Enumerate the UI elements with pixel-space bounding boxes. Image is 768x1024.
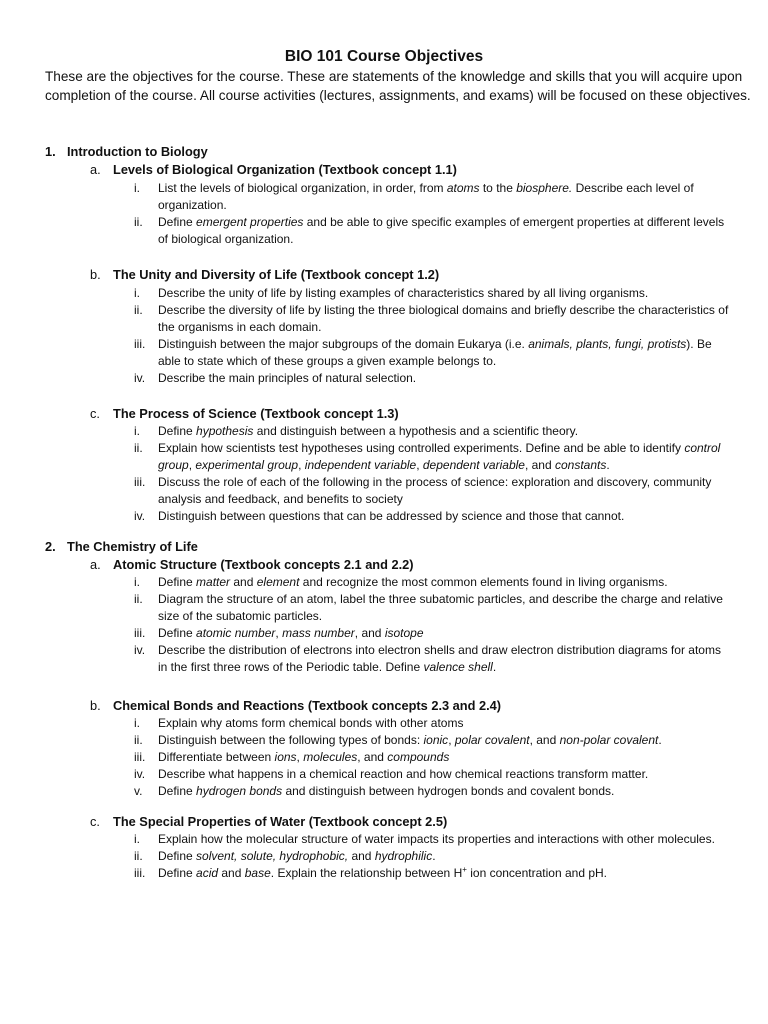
objective-text: Describe the unity of life by listing examples of characteristics shared by all living organisms.: [158, 286, 649, 300]
section-title: The Chemistry of Life: [67, 539, 198, 554]
objective-text: Explain how the molecular structure of water impacts its properties and interactions with other molecules.: [158, 832, 715, 846]
objective-item: [112, 865, 732, 882]
objective-text: List the levels of biological organization, in order, from atoms to the biosphere. Describe each level of organization.: [158, 181, 694, 213]
intro-paragraph: These are the objectives for the course. These are statements of the knowledge and skills that you will acquire upon completion of the course. All course activities (lectures, assignments, and exams) will be focused on these objectives.: [45, 69, 751, 104]
objective-item: [112, 440, 732, 474]
objective-number: iii.: [134, 475, 146, 490]
objective-list: [112, 574, 732, 677]
subsection-heading: [90, 556, 414, 573]
objective-number: iii.: [134, 750, 146, 765]
objective-item: [112, 336, 732, 370]
objective-text: Distinguish between the following types of bonds: ionic, polar covalent, and non-polar covalent.: [158, 733, 662, 748]
objective-item: [112, 423, 732, 440]
objective-item: [112, 625, 732, 642]
objective-text: Distinguish between questions that can be addressed by science and those that cannot.: [158, 509, 625, 524]
subsection-title: The Special Properties of Water (Textbook concept 2.5): [113, 814, 448, 829]
objective-item: [112, 474, 732, 508]
objective-item: [112, 574, 732, 591]
objective-text: Describe what happens in a chemical reaction and how chemical reactions transform matter.: [158, 767, 649, 782]
objective-number: i.: [134, 575, 140, 589]
objective-text: Define matter and element and recognize the most common elements found in living organisms.: [158, 575, 668, 589]
objective-item: [112, 766, 732, 783]
objective-list: [112, 423, 732, 526]
subsection-letter: b.: [90, 698, 101, 713]
section-title: Introduction to Biology: [67, 144, 208, 159]
objective-item: [112, 642, 732, 676]
objective-item: [112, 370, 732, 387]
subsection-title: The Unity and Diversity of Life (Textbook concept 1.2): [113, 267, 440, 282]
objective-item: [112, 591, 732, 625]
subsection-letter: c.: [90, 814, 100, 829]
objective-text: Distinguish between the major subgroups of the domain Eukarya (i.e. animals, plants, fungi, protists). Be able to state which of these groups a given example belongs to.: [158, 337, 712, 369]
subsection-letter: b.: [90, 267, 101, 282]
objective-number: iii.: [134, 626, 146, 641]
objective-text: Describe the diversity of life by listing the three biological domains and briefly describe the characteristics of the organisms in each domain.: [158, 303, 729, 335]
subsection-heading: [90, 405, 399, 422]
objective-item: [112, 749, 732, 766]
subsection-title: Atomic Structure (Textbook concepts 2.1 and 2.2): [113, 557, 414, 572]
objective-text: Define acid and base. Explain the relationship between H+ ion concentration and pH.: [158, 865, 607, 881]
subsection-letter: a.: [90, 162, 101, 177]
objective-item: [112, 285, 732, 302]
section-heading: [45, 143, 208, 160]
objective-number: i.: [134, 716, 140, 730]
subsection-letter: a.: [90, 557, 101, 572]
section-number: 2.: [45, 539, 56, 554]
objective-text: Define emergent properties and be able to give specific examples of emergent properties at different levels of biological organization.: [158, 215, 725, 247]
objective-number: iv.: [134, 509, 146, 524]
objective-number: i.: [134, 181, 140, 195]
objective-item: [112, 848, 732, 865]
objective-number: ii.: [134, 215, 143, 230]
page-title: BIO 101 Course Objectives: [284, 48, 484, 65]
objective-text: Describe the distribution of electrons into electron shells and draw electron distribution diagrams for atoms in the first three rows of the Periodic table. Define valence shell.: [158, 643, 721, 675]
objective-item: [112, 302, 732, 336]
objective-item: [112, 831, 732, 848]
objective-number: ii.: [134, 849, 143, 864]
objective-list: [112, 831, 732, 882]
objective-number: i.: [134, 832, 140, 846]
objective-text: Define hypothesis and distinguish between a hypothesis and a scientific theory.: [158, 424, 579, 438]
objective-text: Diagram the structure of an atom, label the three subatomic particles, and describe the charge and relative size of the subatomic particles.: [158, 592, 723, 624]
objective-list: [112, 715, 732, 800]
objective-text: Define atomic number, mass number, and isotope: [158, 626, 424, 641]
objective-number: ii.: [134, 592, 143, 607]
subsection-heading: [90, 697, 501, 714]
objective-text: Define hydrogen bonds and distinguish between hydrogen bonds and covalent bonds.: [158, 784, 615, 799]
objective-number: iii.: [134, 337, 146, 352]
objective-text: Define solvent, solute, hydrophobic, and hydrophilic.: [158, 849, 436, 864]
objective-item: [112, 214, 732, 248]
subsection-letter: c.: [90, 406, 100, 421]
objective-number: iii.: [134, 866, 146, 881]
objective-item: [112, 783, 732, 800]
subsection-heading: [90, 266, 439, 283]
objective-item: [112, 180, 732, 214]
objective-text: Describe the main principles of natural selection.: [158, 371, 417, 386]
subsection-title: The Process of Science (Textbook concept 1.3): [113, 406, 399, 421]
objective-number: ii.: [134, 733, 143, 748]
objective-item: [112, 732, 732, 749]
subsection-heading: [90, 161, 457, 178]
objective-number: ii.: [134, 303, 143, 318]
section-heading: [45, 538, 198, 555]
subsection-title: Chemical Bonds and Reactions (Textbook concepts 2.3 and 2.4): [113, 698, 502, 713]
objective-list: [112, 180, 732, 248]
objective-item: [112, 508, 732, 525]
objective-text: Discuss the role of each of the following in the process of science: exploration and discovery, community analysis and feedback, and benefits to society: [158, 475, 712, 507]
objective-number: iv.: [134, 643, 146, 658]
objective-number: ii.: [134, 441, 143, 456]
objective-number: i.: [134, 286, 140, 300]
objective-text: Explain why atoms form chemical bonds with other atoms: [158, 716, 464, 730]
objective-text: Explain how scientists test hypotheses using controlled experiments. Define and be able to identify control group, experimental group, independent variable, dependent variable, and constants.: [158, 441, 721, 473]
subsection-title: Levels of Biological Organization (Textbook concept 1.1): [113, 162, 457, 177]
objective-number: v.: [134, 784, 143, 799]
objective-number: i.: [134, 424, 140, 438]
objective-text: Differentiate between ions, molecules, and compounds: [158, 750, 450, 765]
subsection-heading: [90, 813, 447, 830]
objective-item: [112, 715, 732, 732]
objective-number: iv.: [134, 767, 146, 782]
objective-list: [112, 285, 732, 388]
section-number: 1.: [45, 144, 56, 159]
objective-number: iv.: [134, 371, 146, 386]
